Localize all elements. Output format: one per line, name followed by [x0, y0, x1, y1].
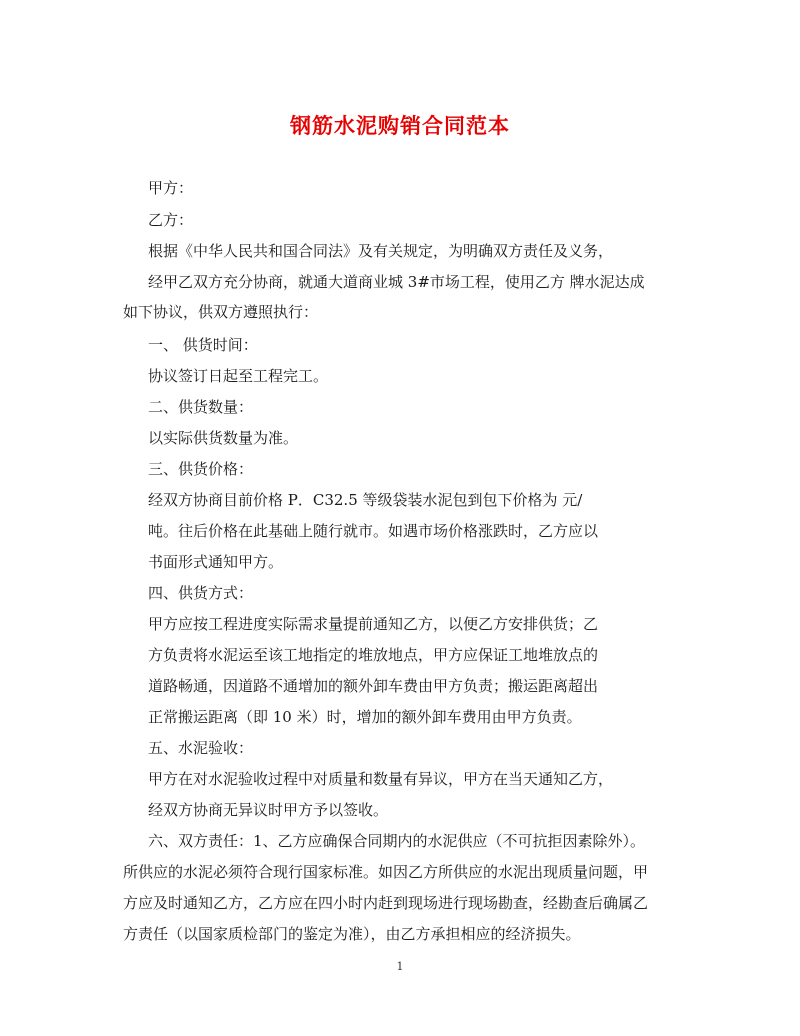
party-b-line: 乙方： [148, 211, 194, 229]
section-heading: 四、供货方式： [148, 584, 254, 602]
paragraph-line: 协议签订日起至工程完工。 [148, 367, 329, 385]
paragraph-line: 根据《中华人民共和国合同法》及有关规定，为明确双方责任及义务， [148, 242, 614, 260]
section-heading: 六、双方责任：1、乙方应确保合同期内的水泥供应（不可抗拒因素除外）。 [148, 832, 646, 850]
paragraph-line: 甲方应按工程进度实际需求量提前通知乙方，以便乙方安排供货；乙 [148, 615, 599, 633]
paragraph-line: 以实际供货数量为准。 [148, 429, 299, 447]
paragraph-line: 如下协议，供双方遵照执行： [123, 303, 319, 321]
party-a-line: 甲方： [148, 179, 194, 197]
paragraph-line: 正常搬运距离（即 10 米）时，增加的额外卸车费用由甲方负责。 [148, 708, 582, 726]
paragraph-line: 甲方在对水泥验收过程中对质量和数量有异议，甲方在当天通知乙方， [148, 770, 614, 788]
paragraph-line: 方应及时通知乙方，乙方应在四小时内赶到现场进行现场勘查，经勘查后确属乙 [123, 894, 649, 912]
section-heading: 三、供货价格： [148, 460, 254, 478]
document-title: 钢筋水泥购销合同范本 [290, 113, 510, 138]
paragraph-line: 道路畅通，因道路不通增加的额外卸车费由甲方负责；搬运距离超出 [148, 677, 599, 695]
page-number: 1 [396, 960, 404, 973]
section-heading: 二、供货数量： [148, 398, 254, 416]
paragraph-line: 经甲乙双方充分协商，就通大道商业城 3#市场工程，使用乙方 牌水泥达成 [148, 273, 645, 291]
paragraph-line: 书面形式通知甲方。 [148, 553, 284, 571]
section-heading: 一、 供货时间： [148, 336, 258, 354]
paragraph-line: 经双方协商无异议时甲方予以签收。 [148, 801, 389, 819]
section-heading: 五、水泥验收： [148, 739, 254, 757]
paragraph-line: 方负责将水泥运至该工地指定的堆放地点，甲方应保证工地堆放点的 [148, 646, 599, 664]
paragraph-line: 经双方协商目前价格 P．C32.5 等级袋装水泥包到包下价格为 元/ [148, 491, 583, 509]
paragraph-line: 吨。往后价格在此基础上随行就市。如遇市场价格涨跌时，乙方应以 [148, 522, 599, 540]
paragraph-line: 所供应的水泥必须符合现行国家标准。如因乙方所供应的水泥出现质量问题，甲 [123, 863, 649, 881]
paragraph-line: 方责任（以国家质检部门的鉴定为准），由乙方承担相应的经济损失。 [123, 925, 581, 943]
